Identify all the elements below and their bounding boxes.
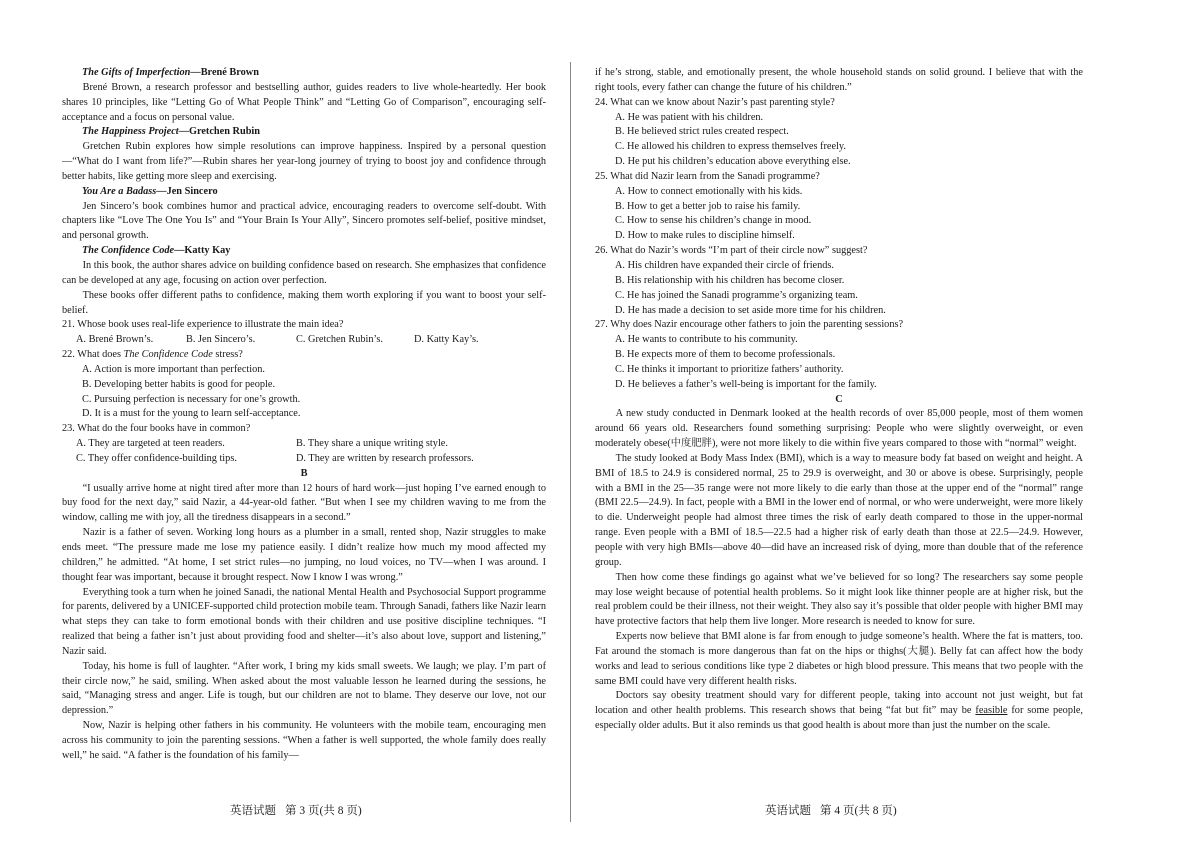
question-23: 23. What do the four books have in common? xyxy=(62,423,251,435)
option-b: B. How to get a better job to raise his family. xyxy=(615,200,801,212)
footer-subject: 英语试题 xyxy=(230,805,276,817)
passage-closing: These books offer different paths to confidence, making them worth exploring if you want to boost your self-belief. xyxy=(62,289,546,316)
book-description: Gretchen Rubin explores how simple resolutions can improve happiness. Inspired by a personal question—“What do I want from life?”—Rubin shares her year-long journey of trying to boost joy and confidence through better habits, like getting more sleep and exercising. xyxy=(62,141,546,182)
option-c: C. Gretchen Rubin’s. xyxy=(296,334,383,346)
column-divider xyxy=(570,62,571,822)
page-footer-left xyxy=(230,804,371,819)
option-a: A. His children have expanded their circle of friends. xyxy=(615,259,835,271)
option-b: B. Jen Sincero’s. xyxy=(186,334,256,346)
section-b-heading: B xyxy=(300,467,308,479)
passage-c-paragraph: The study looked at Body Mass Index (BMI), which is a way to measure body fat based on weight and height. A BMI of 18.5 to 24.9 is considered normal, 25 to 29.9 is overweight, and 30 or above is obese. Surprisingly, people with a BMI in the 25—35 range were not more likely to die early than those at the upper end of the “normal” range (BMI 22.5—24.9). In fact, people with a BMI in the lower end of normal, or who were underweight, were more likely to die. Underweight people had almost three times the risk of early death compared to those in the upper-normal range. Even people with a BMI of 18.5—22.5 had a higher risk of early death than those at 22.5—24.9. However, people with very high BMIs—above 40—did have an increased risk of dying, more than double that of the reference group. xyxy=(595,452,1083,568)
question-23-options-row2 xyxy=(62,452,546,467)
option-a: A. Action is more important than perfection. xyxy=(82,363,266,375)
question-25: 25. What did Nazir learn from the Sanadi programme? xyxy=(595,170,820,182)
book-description: Brené Brown, a research professor and bestselling author, guides readers to live whole-heartedly. Her book shares 10 principles, like “Letting Go of What People Think” and “Letting Go of Comparison”, encouraging self-acceptance and a focus on personal value. xyxy=(62,81,546,123)
question-23-options-row1 xyxy=(62,437,546,452)
book-title: The Happiness Project xyxy=(82,126,179,138)
passage-b-continuation: if he’s strong, stable, and emotionally present, the whole household stands on solid ground. I believe that with the right tools, every father can change the future of his children.” xyxy=(595,67,1083,93)
book-author: —Gretchen Rubin xyxy=(178,126,261,138)
question-book-title: The Confidence Code xyxy=(123,349,213,361)
paragraph-text: Doctors say obesity treatment should vary for different people, taking into account not just weight, but fat location and other health problems. This research shows that being “fat but fit” may be xyxy=(595,690,1083,717)
passage-b-paragraph: Nazir is a father of seven. Working long hours as a plumber in a small, rented shop, Nazir struggles to make ends meet. “The pressure made me lose my patience easily. I didn’t realize how much my mood affected my children,” he admitted. “At home, I set strict rules—no jumping, no loud voices, no TV—when I was around. I thought fear was important, because it brought respect. Now I know I was wrong.” xyxy=(62,527,546,583)
footer-page-number: 第 4 页(共 8 页) xyxy=(820,805,897,817)
right-column xyxy=(595,66,1083,734)
option-b: B. His relationship with his children has become closer. xyxy=(615,274,845,286)
option-a: A. He was patient with his children. xyxy=(615,111,764,123)
footer-page-number: 第 3 页(共 8 页) xyxy=(285,805,362,817)
option-d: D. It is a must for the young to learn self-acceptance. xyxy=(82,408,301,420)
question-27: 27. Why does Nazir encourage other fathers to join the parenting sessions? xyxy=(595,319,904,331)
option-d: D. He has made a decision to set aside more time for his children. xyxy=(615,304,886,316)
option-d: D. They are written by research professors. xyxy=(296,452,474,464)
book-author: —Brené Brown xyxy=(190,67,259,78)
question-26: 26. What do Nazir’s words “I’m part of their circle now” suggest? xyxy=(595,245,868,257)
passage-b-paragraph: Today, his home is full of laughter. “After work, I bring my kids small sweets. We laugh; we play. I’m part of their circle now,” he said, smiling. When asked about the most valuable lesson he learned during the sessions, he said, “Managing stress and anger. Life is tough, but our children are not to blame. They deserve our love, not our depression.” xyxy=(62,660,546,717)
footer-subject: 英语试题 xyxy=(765,805,811,817)
question-22 xyxy=(62,348,546,363)
option-c: C. How to sense his children’s change in mood. xyxy=(615,215,812,227)
passage-c-paragraph: Then how come these findings go against what we’ve believed for so long? The researchers say some people may lose weight because of potential health problems. So it might look like thinner people are at higher risk, but the real problem could be their illness, not their weight. They also say it’s possible that older people with higher BMI may have protective factors that help them live longer. More research is needed to know for sure. xyxy=(595,571,1083,628)
option-d: D. He believes a father’s well-being is important for the family. xyxy=(615,378,877,390)
passage-c-paragraph: Experts now believe that BMI alone is far from enough to judge someone’s health. Where the fat is matters, too. Fat around the stomach is more dangerous than fat on the hips or thighs(大腿). Belly fat can affect how the body works and lead to serious conditions like type 2 diabetes or high blood pressure. This means that two people with the same BMI could have very different health risks. xyxy=(595,631,1083,687)
section-c-heading: C xyxy=(835,393,843,405)
passage-b-paragraph: Now, Nazir is helping other fathers in his community. He volunteers with the mobile team, encouraging men across his community to join the parenting sessions. “When a father is well supported, the whole family does really well,” he said. “A father is the foundation of his family— xyxy=(62,720,546,761)
option-b: B. He believed strict rules created respect. xyxy=(615,126,789,138)
option-c: C. He thinks it important to prioritize fathers’ authority. xyxy=(615,363,844,375)
passage-c-paragraph xyxy=(595,689,1083,734)
question-text: stress? xyxy=(212,349,243,361)
option-a: A. Brené Brown’s. xyxy=(76,334,154,346)
passage-c-paragraph: A new study conducted in Denmark looked at the health records of over 85,000 people, most of them women around 66 years old. Researchers found something surprising: People who were slightly overweight, or even moderately obese(中度肥胖), were not more likely to die within five years compared to those with “normal” weight. xyxy=(595,408,1083,450)
passage-b-paragraph: “I usually arrive home at night tired after more than 12 hours of hard work—just hoping I’ve earned enough to buy food for the next day,” said Nazir, a 44-year-old father. “But when I see my children waving to me from the window, calling me with joy, all the tiredness disappears in a second.” xyxy=(62,482,546,524)
underlined-word: feasible xyxy=(975,705,1008,717)
option-c: C. He has joined the Sanadi programme’s organizing team. xyxy=(615,289,858,301)
option-a: A. He wants to contribute to his community. xyxy=(615,334,798,346)
option-b: B. He expects more of them to become professionals. xyxy=(615,349,836,361)
book-title: The Confidence Code xyxy=(82,245,175,257)
book-title: The Gifts of Imperfection xyxy=(82,67,191,78)
book-author: —Jen Sincero xyxy=(156,185,218,197)
option-c: C. He allowed his children to express themselves freely. xyxy=(615,141,846,153)
book-heading xyxy=(62,66,546,81)
left-column xyxy=(62,66,546,764)
question-21: 21. Whose book uses real-life experience to illustrate the main idea? xyxy=(62,319,344,331)
question-text: 22. What does xyxy=(62,349,124,361)
option-d: D. He put his children’s education above everything else. xyxy=(615,156,851,168)
option-b: B. They share a unique writing style. xyxy=(296,438,448,450)
option-b: B. Developing better habits is good for people. xyxy=(82,378,276,390)
paragraph-text: for some people, especially older adults. But it also reminds us that good health is about more than just the number on the scale. xyxy=(595,705,1083,732)
page-footer-right xyxy=(765,804,906,819)
question-21-options xyxy=(62,333,546,348)
option-c: C. Pursuing perfection is necessary for one’s growth. xyxy=(82,393,301,405)
book-heading xyxy=(62,244,546,259)
book-heading xyxy=(62,185,546,200)
option-a: A. How to connect emotionally with his kids. xyxy=(615,185,803,197)
option-c: C. They offer confidence-building tips. xyxy=(76,452,237,464)
book-description: Jen Sincero’s book combines humor and practical advice, encouraging readers to overcome self-doubt. With chapters like “Love The One You Is” and “Your Brain Is Your Ally”, Sincero promotes self-belief, positive mindset, and personal growth. xyxy=(62,200,546,242)
option-a: A. They are targeted at teen readers. xyxy=(76,438,225,450)
book-description: In this book, the author shares advice on building confidence based on research. She emphasizes that confidence can be developed at any age, focusing on action over perfection. xyxy=(62,259,546,286)
passage-b-paragraph: Everything took a turn when he joined Sanadi, the national Mental Health and Psychosocial Support programme for parents, delivered by a UNICEF-supported child protection mobile team. Through Sanadi, fathers like Nazir learn what steps they can take to form emotional bonds with their children and use positive discipline techniques. “I realized that being a father isn’t just about providing food and shelter—it’s also about love, support and listening,” Nazir said. xyxy=(62,586,546,657)
book-heading xyxy=(62,125,546,140)
book-title: You Are a Badass xyxy=(82,185,157,197)
question-24: 24. What can we know about Nazir’s past parenting style? xyxy=(595,96,835,108)
option-d: D. Katty Kay’s. xyxy=(414,334,479,346)
option-d: D. How to make rules to discipline himself. xyxy=(615,230,795,242)
book-author: —Katty Kay xyxy=(174,245,231,257)
